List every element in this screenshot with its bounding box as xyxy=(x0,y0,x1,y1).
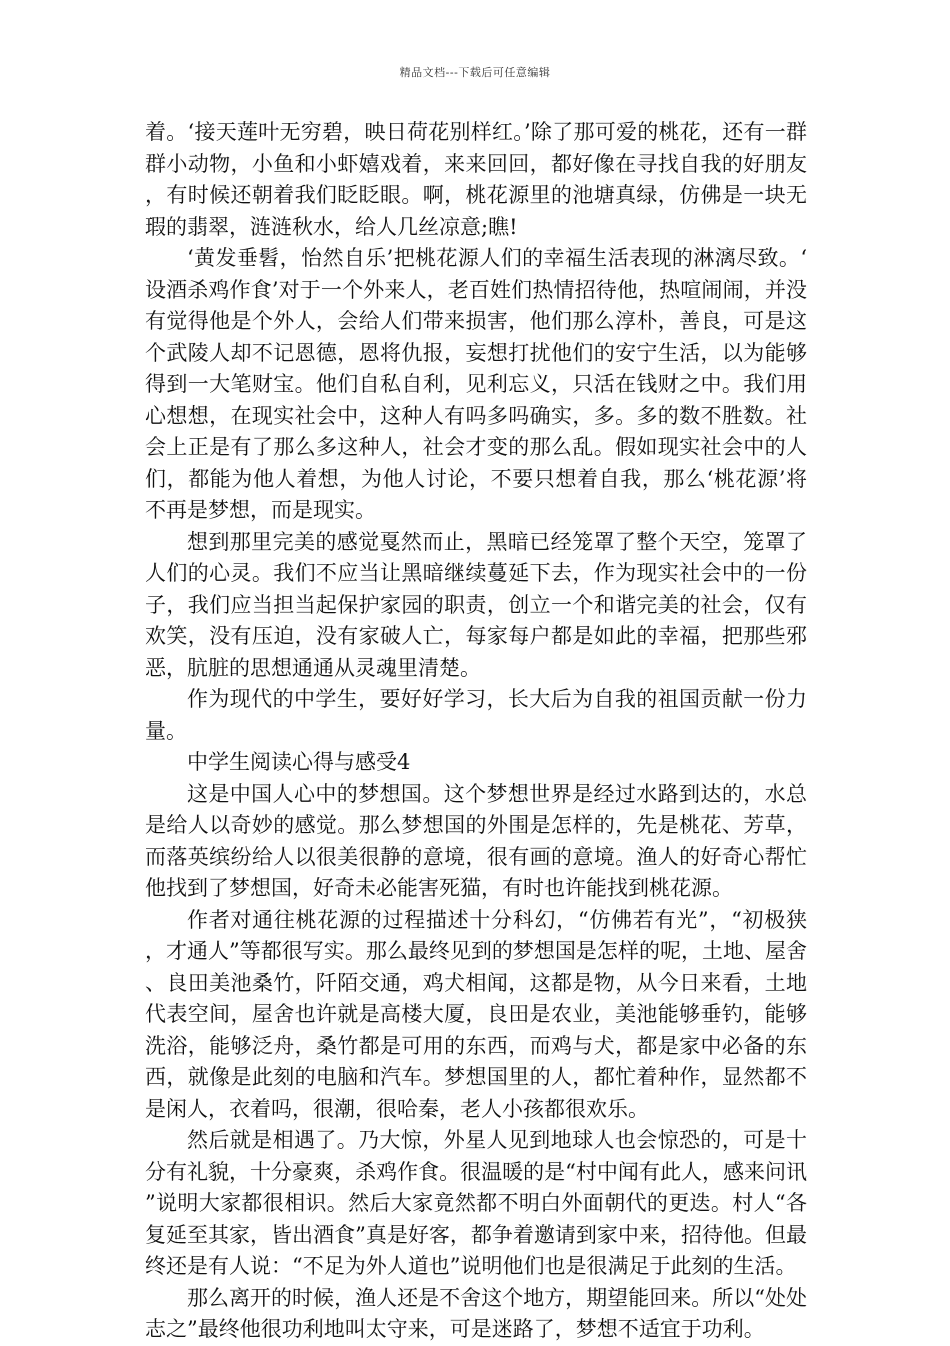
paragraph: 这是中国人心中的梦想国。这个梦想世界是经过水路到达的，水总是给人以奇妙的感觉。那么梦想国的外围是怎样的，先是桃花、芳草，而落英缤纷给人以很美很静的意境，很有画的意境。渔人的好奇心帮忙他找到了梦想国，好奇未必能害死猫，有时也许能找到桃花源。 xyxy=(145,781,807,900)
section-heading: 中学生阅读心得与感受4 xyxy=(187,750,411,774)
paragraph: 那么离开的时候，渔人还是不舍这个地方，期望能回来。所以“处处志之”最终他很功利地叫太守来，可是迷路了，梦想不适宜于功利。 xyxy=(145,1285,807,1341)
page-header: 精品文档---下载后可任意编辑 xyxy=(399,66,551,79)
paragraph: 作为现代的中学生，要好好学习，长大后为自我的祖国贡献一份力量。 xyxy=(145,687,807,743)
paragraph: 然后就是相遇了。乃大惊，外星人见到地球人也会惊恐的，可是十分有礼貌，十分豪爽，杀鸡作食。很温暖的是“村中闻有此人，感来问讯”说明大家都很相识。然后大家竟然都不明白外面朝代的更迭。村人“各复延至其家，皆出酒食”真是好客，都争着邀请到家中来，招待他。但最终还是有人说：“不足为外人道也”说明他们也是很满足于此刻的生活。 xyxy=(145,1128,807,1278)
paragraph: 着。‘接天莲叶无穷碧，映日荷花别样红。’除了那可爱的桃花，还有一群群小动物，小鱼和小虾嬉戏着，来来回回，都好像在寻找自我的好朋友，有时候还朝着我们眨眨眼。啊，桃花源里的池塘真绿，仿佛是一块无瑕的翡翠，涟涟秋水，给人几丝凉意;瞧! xyxy=(145,120,807,239)
paragraph: ‘黄发垂髫，怡然自乐’把桃花源人们的幸福生活表现的淋漓尽致。‘设酒杀鸡作食’对于一个外来人，老百姓们热情招待他，热喧闹闹，并没有觉得他是个外人，会给人们带来损害，他们那么淳朴，善良，可是这个武陵人却不记恩德，恩将仇报，妄想打扰他们的安宁生活，以为能够得到一大笔财宝。他们自私自利，见利忘义，只活在钱财之中。我们用心想想，在现实社会中，这种人有吗多吗确实，多。多的数不胜数。社会上正是有了那么多这种人，社会才变的那么乱。假如现实社会中的人们，都能为他人着想，为他人讨论，不要只想着自我，那么‘桃花源’将不再是梦想，而是现实。 xyxy=(145,246,807,522)
paragraph: 作者对通往桃花源的过程描述十分科幻，“仿佛若有光”，“初极狭，才通人”等都很写实。那么最终见到的梦想国是怎样的呢，土地、屋舍、良田美池桑竹，阡陌交通，鸡犬相闻，这都是物，从今日来看，土地代表空间，屋舍也许就是高楼大厦，良田是农业，美池能够垂钓，能够洗浴，能够泛舟，桑竹都是可用的东西，而鸡与犬，都是家中必备的东西，就像是此刻的电脑和汽车。梦想国里的人，都忙着种作，显然都不是闲人，衣着吗，很潮，很哈秦，老人小孩都很欢乐。 xyxy=(145,907,807,1121)
paragraph: 想到那里完美的感觉戛然而止，黑暗已经笼罩了整个天空，笼罩了人们的心灵。我们不应当让黑暗继续蔓延下去，作为现实社会中的一份子，我们应当担当起保护家园的职责，创立一个和谐完美的社会，仅有欢笑，没有压迫，没有家破人亡，每家每户都是如此的幸福，把那些邪恶，肮脏的思想通通从灵魂里清楚。 xyxy=(145,529,807,680)
document-body xyxy=(145,117,807,1346)
